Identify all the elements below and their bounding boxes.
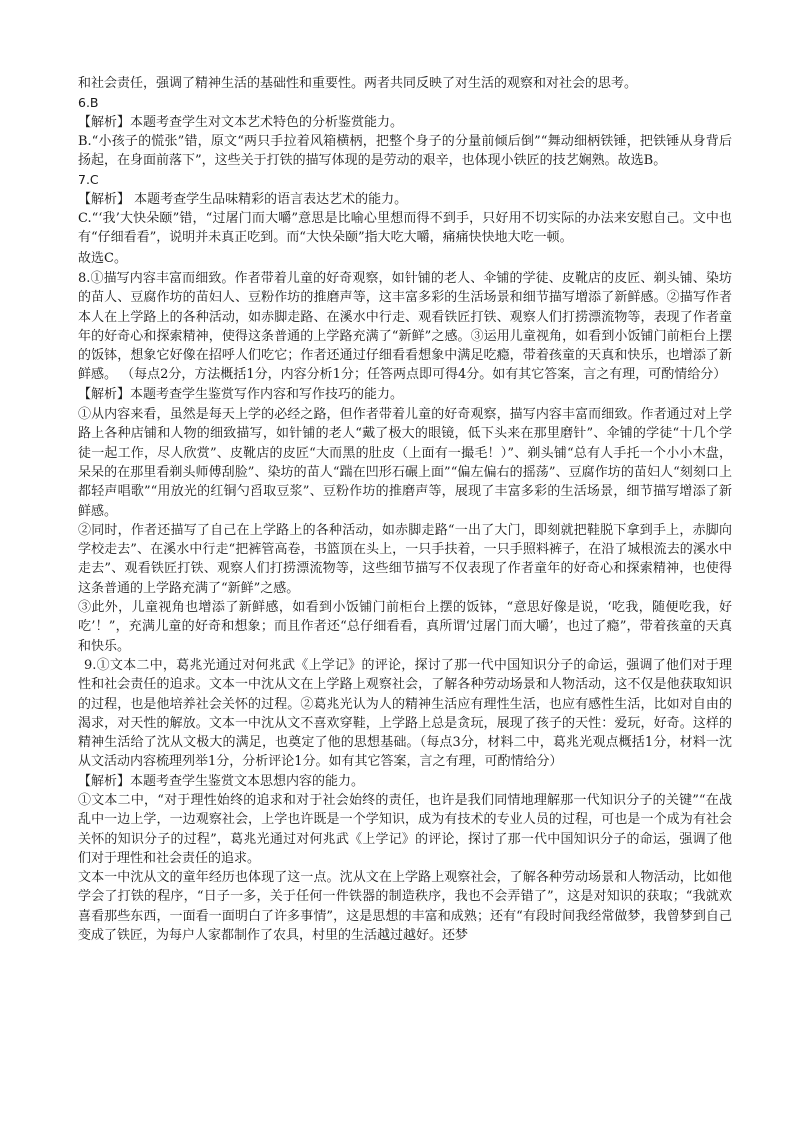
analysis-7-conclusion: 故选C。 xyxy=(78,250,127,266)
answer-7: 7.C xyxy=(78,172,99,188)
paragraph-continuation: 和社会责任，强调了精神生活的基础性和重要性。两者共同反映了对生活的观察和对社会的思考。 xyxy=(78,76,638,91)
analysis-7-heading: 【解析】 本题考查学生品味精彩的语言表达艺术的能力。 xyxy=(78,191,408,207)
answer-9: 9.①文本二中，葛兆光通过对何兆武《上学记》的评论，探讨了那一代中国知识分子的命运，强调了他们对于理性和社会责任的追求。文本一中沈从文在上学路上观察社会，了解各种劳动场景和人物活动，这不仅是他获取知识的过程，也是他培养社会关怀的过程。②葛兆光认为人的精神生活应有理性生活，也应有感性生活，比如对自由的渴求，对天性的解放。文本一中沈从文不喜欢穿鞋，上学路上总是贪玩，展现了孩子的天性：爱玩，好奇。这样的精神生活给了沈从文极大的满足，也奠定了他的思想基础。（每点3分，材料二中，葛兆光观点概括1分，材料一沈从文活动内容梳理列举1分，分析评论1分。如有其它答案，言之有理，可酌情给分） xyxy=(78,657,732,770)
analysis-7-body: C.“‘我’大快朵颐”错，“过屠门而大嚼”意思是比喻心里想而得不到手，只好用不切实际的办法来安慰自己。文中也有“仔细看看”，说明并未真正吃到。而“大快朵颐”指大吃大嚼，痛痛快快地大吃一顿。 xyxy=(78,211,732,246)
analysis-8-point-1: ①从内容来看，虽然是每天上学的必经之路，但作者带着儿童的好奇观察，描写内容丰富而细致。作者通过对上学路上各种店铺和人物的细致描写，如针铺的老人“戴了极大的眼镜，低下头来在那里磨针”、伞铺的学徒“十几个学徒一起工作，尽人欣赏”、皮靴店的皮匠“大而黑的肚皮（上面有一撮毛！）”、剃头铺“总有人手托一个小小木盘，呆呆的在那里看剃头师傅刮脸”、染坊的苗人“踹在凹形石碾上面”“偏左偏右的摇荡”、豆腐作坊的苗妇人“刻刻口上都轻声唱歌”“用放光的红铜勺舀取豆浆”、豆粉作坊的推磨声等，展现了丰富多彩的生活场景，细节描写增添了新鲜感。 xyxy=(78,407,732,519)
analysis-6-heading: 【解析】本题考查学生对文本艺术特色的分析鉴赏能力。 xyxy=(78,114,404,130)
answer-6: 6.B xyxy=(78,95,99,111)
analysis-9-heading: 【解析】本题考查学生鉴赏文本思想内容的能力。 xyxy=(78,773,365,789)
analysis-9-point-1: ①文本二中，“对于理性始终的追求和对于社会始终的责任，也许是我们同情地理解那一代知识分子的关键”“在战乱中一边上学，一边观察社会，上学也许既是一个学知识，成为有技术的专业人员的过程，可也是一个成为有社会关怀的知识分子的过程”，葛兆光通过对何兆武《上学记》的评论，探讨了那一代中国知识分子的命运，强调了他们对于理性和社会责任的追求。 xyxy=(78,792,732,866)
analysis-8-point-3: ③此外，儿童视角也增添了新鲜感，如看到小饭铺门前柜台上摆的饭钵，“意思好像是说，‘吃我，随便吃我，好吃’！”，充满儿童的好奇和想象；而且作者还“总仔细看看，真所谓‘过屠门而大嚼’，也过了瘾”，带着孩童的天真和快乐。 xyxy=(78,600,732,654)
answer-8: 8.①描写内容丰富而细致。作者带着儿童的好奇观察，如针铺的老人、伞铺的学徒、皮靴店的皮匠、剃头铺、染坊的苗人、豆腐作坊的苗妇人、豆粉作坊的推磨声等，这丰富多彩的生活场景和细节描写增添了新鲜感。②描写作者本人在上学路上的各种活动，如赤脚走路、在溪水中行走、观看铁匠打铁、观察人们打捞漂流物等，表现了作者童年的好奇心和探索精神，使得这条普通的上学路充满了“新鲜”之感。③运用儿童视角，如看到小饭铺门前柜台上摆的饭钵，想象它好像在招呼人们吃它；作者还通过仔细看看想象中满足吃瘾，带着孩童的天真和快乐，也增添了新鲜感。 （每点2分，方法概括1分，内容分析1分；任答两点即可得4分。如有其它答案，言之有理，可酌情给分） xyxy=(78,270,732,383)
analysis-8-point-2: ②同时，作者还描写了自己在上学路上的各种活动，如赤脚走路“一出了大门，即刻就把鞋脱下拿到手上，赤脚向学校走去”、在溪水中行走“把裤管高卷，书篮顶在头上，一只手扶着，一只手照料裤子，在沿了城根流去的溪水中走去”、观看铁匠打铁、观察人们打捞漂流物等，这些细节描写不仅表现了作者童年的好奇心和探索精神，也使得这条普通的上学路充满了“新鲜”之感。 xyxy=(78,522,732,596)
analysis-8-heading: 【解析】本题考查学生鉴赏写作内容和写作技巧的能力。 xyxy=(78,386,404,402)
analysis-6-body: B.“小孩子的慌张”错，原文“两只手拉着风箱横柄，把整个身子的分量前倾后倒”“舞动细柄铁锤，把铁锤从身背后扬起，在身面前落下”，这些关于打铁的描写体现的是劳动的艰辛，也体现小铁匠的技艺娴熟。故选B。 xyxy=(78,133,732,169)
analysis-9-text1: 文本一中沈从文的童年经历也体现了这一点。沈从文在上学路上观察社会，了解各种劳动场景和人物活动，比如他学会了打铁的程序，“日子一多，关于任何一件铁器的制造秩序，我也不会弄错了”，这是对知识的获取；“我就欢喜看那些东西，一面看一面明白了许多事情”，这是思想的丰富和成熟；还有“有段时间我经常做梦，我曾梦到自己变成了铁匠，为每户人家都制作了农具，村里的生活越过越好。还梦 xyxy=(78,870,732,944)
